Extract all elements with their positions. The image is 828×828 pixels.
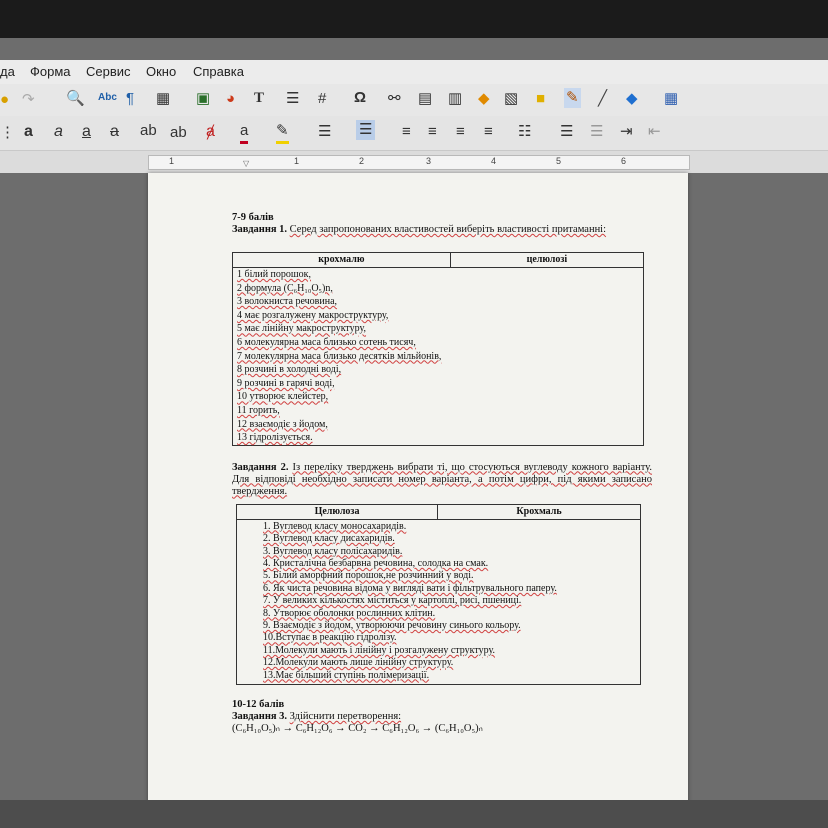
menu-bar	[0, 60, 828, 84]
task1-paragraph	[232, 224, 652, 236]
justify-icon[interactable]: ≡	[484, 123, 493, 140]
align-right-icon[interactable]: ≡	[456, 123, 465, 140]
indent-marker-icon[interactable]: ▽	[243, 159, 250, 168]
list-item: 10.Вступає в реакцію гідролізу.	[263, 632, 397, 644]
list-item: 4 має розгалужену макроструктуру,	[237, 309, 389, 321]
table-header: крохмалю	[233, 253, 451, 268]
ruler-tick: 1	[169, 156, 175, 166]
font-color-icon[interactable]: a	[240, 121, 248, 144]
decrease-indent-icon[interactable]: ⇤	[648, 123, 661, 140]
list-item: 8 розчині в холодні воді,	[237, 364, 342, 376]
task2-label: Завдання 2.	[232, 461, 289, 473]
menu-item-help[interactable]: Справка	[193, 64, 244, 79]
superscript-icon[interactable]: ab	[140, 122, 157, 139]
field-icon[interactable]: #	[318, 90, 327, 107]
document-body[interactable]	[232, 212, 652, 735]
task3-label: Завдання 3.	[232, 711, 288, 722]
numbered-list-icon[interactable]: ☰	[356, 120, 375, 140]
task1-label: Завдання 1.	[232, 224, 288, 235]
list-item: 6 молекулярна маса близько сотень тисяч,	[237, 336, 416, 348]
special-character-icon[interactable]: Ω	[354, 89, 367, 106]
chart-icon[interactable]: ◕	[226, 90, 236, 107]
align-center-icon[interactable]: ≡	[428, 123, 437, 140]
ruler-tick: 3	[426, 156, 432, 166]
list-item: 8. Утворює оболонки рослинних клітин.	[263, 607, 436, 619]
clear-formatting-icon[interactable]: ⱥ	[206, 123, 215, 140]
menu-item-format[interactable]: Форма	[30, 64, 71, 79]
menu-item-tools[interactable]: Сервис	[86, 64, 131, 79]
list-item: 11.Молекули мають і лінійну і розгалужену структуру.	[263, 644, 495, 656]
statements-list	[237, 519, 641, 684]
more-icon[interactable]: ⋮	[0, 124, 15, 141]
cross-reference-icon[interactable]: ▧	[504, 90, 519, 107]
list-item: 2 формула (C₆H₁₀O₅)n,	[237, 282, 333, 294]
list-item: 12.Молекули мають лише лінійну структуру.	[263, 657, 454, 669]
menu-item-window[interactable]: Окно	[146, 64, 177, 79]
task3-paragraph	[232, 711, 652, 723]
image-icon[interactable]: ▣	[196, 90, 211, 107]
list-item: 3. Вуглевод класу полісахаридів.	[263, 545, 403, 557]
ruler-row	[0, 151, 828, 173]
list-item: 13.Має більший ступінь полімеризації.	[263, 669, 430, 681]
bold-icon[interactable]: a	[24, 123, 33, 140]
comment-icon[interactable]: ■	[536, 90, 546, 107]
track-changes-icon[interactable]: ✎	[566, 89, 579, 106]
list-item: 7 молекулярна маса близько десятків мільйонів,	[237, 350, 442, 362]
footnote-icon[interactable]: ▤	[418, 90, 433, 107]
bottom-shadow	[0, 800, 828, 828]
align-left-icon[interactable]: ≡	[402, 123, 411, 140]
hyperlink-icon[interactable]: ⚯	[388, 90, 401, 107]
standard-toolbar	[0, 84, 828, 116]
table-icon[interactable]: ▦	[156, 90, 171, 107]
section3	[232, 699, 652, 735]
ruler-tick: 1	[294, 156, 300, 166]
task2-paragraph	[232, 462, 652, 498]
increase-indent-icon[interactable]: ⇥	[620, 123, 633, 140]
task3-formula: (C₆H₁₀O₅)ₙ → C₆H₁₂O₆ → CO₂ → C₆H₁₂O₆ → (C₆H₁₀O₅)ₙ	[232, 723, 483, 734]
redo-icon[interactable]: ↷	[22, 91, 35, 108]
list-item: 7. У великих кількостях міститься у картоплі, рисі, пшениці.	[263, 595, 522, 607]
decrease-paragraph-spacing-icon[interactable]: ☰	[590, 123, 604, 140]
more-controls-icon[interactable]: ▦	[664, 90, 679, 107]
list-item: 1. Вуглевод класу моносахаридів.	[263, 520, 407, 532]
spellcheck-icon[interactable]: Abc	[98, 92, 117, 103]
list-item: 3 волокниста речовина,	[237, 296, 338, 308]
bookmark-icon[interactable]: ◆	[478, 90, 490, 107]
table-header: Крохмаль	[438, 504, 641, 519]
properties-list	[233, 268, 644, 446]
list-item: 10 утворює клейстер,	[237, 391, 329, 403]
ruler-tick: 4	[491, 156, 497, 166]
section-heading: 7-9 балів	[232, 212, 274, 223]
find-replace-icon[interactable]: 🔍	[66, 90, 85, 107]
list-item: 4. Кристалічна безбарвна речовина, солодка на смак.	[263, 557, 489, 569]
list-item: 9 розчині в гарячі воді,	[237, 377, 335, 389]
list-item: 13 гідролізується.	[237, 432, 313, 444]
menu-item-edit[interactable]: да	[0, 64, 15, 79]
list-item: 12 взаємодіє з йодом,	[237, 418, 328, 430]
endnote-icon[interactable]: ▥	[448, 90, 463, 107]
highlight-icon[interactable]: ✎	[276, 121, 289, 144]
dropdown-icon[interactable]: ●	[0, 91, 10, 108]
text-box-icon[interactable]: T	[254, 90, 265, 106]
list-item: 5. Білий аморфний порошок,не розчинний у воді.	[263, 570, 474, 582]
list-item: 6. Як чиста речовина відома у вигляді вати і фільтрувального паперу.	[263, 582, 557, 594]
italic-icon[interactable]: a	[54, 123, 63, 140]
task3-text: Здійснити перетворення:	[289, 711, 402, 722]
bullet-list-icon[interactable]: ☰	[318, 123, 332, 140]
table-header: целюлозі	[450, 253, 643, 268]
list-item: 2. Вуглевод класу дисахаридів.	[263, 533, 395, 545]
ruler-tick: 6	[621, 156, 627, 166]
line-spacing-icon[interactable]: ☷	[518, 123, 532, 140]
shapes-icon[interactable]: ◆	[626, 90, 638, 107]
ruler-tick: 5	[556, 156, 562, 166]
task2-text: Із переліку тверджень вибрати ті, що стосуються вуглеводу кожного варіанту. Для відповіді необхідно записати номер варіанта, а потім цифри, під якими записано твердження.	[232, 461, 653, 497]
formatting-toolbar	[0, 116, 828, 151]
strikethrough-icon[interactable]: a	[110, 123, 119, 140]
horizontal-ruler[interactable]	[148, 155, 690, 170]
document-page[interactable]	[148, 173, 688, 813]
ruler-tick: 2	[359, 156, 365, 166]
formatting-marks-icon[interactable]: ¶	[126, 90, 135, 107]
properties-table	[232, 252, 644, 446]
subscript-icon[interactable]: ab	[170, 124, 187, 141]
list-item: 11 горить,	[237, 404, 280, 416]
statements-table	[236, 504, 641, 685]
table-header: Целюлоза	[237, 504, 438, 519]
underline-icon[interactable]: a	[82, 123, 91, 140]
list-item: 1 білий порошок,	[237, 269, 311, 280]
section-heading: 10-12 балів	[232, 699, 285, 710]
page-break-icon[interactable]: ☰	[286, 90, 300, 107]
list-item: 9. Взаємодіє з йодом, утворюючи речовину синього кольору.	[263, 619, 521, 631]
increase-paragraph-spacing-icon[interactable]: ☰	[560, 123, 574, 140]
list-item: 5 має лінійну макроструктуру,	[237, 323, 367, 335]
line-icon[interactable]: ╱	[598, 90, 608, 107]
task1-text: Серед запропонованих властивостей виберіть властивості притаманні:	[289, 224, 607, 235]
